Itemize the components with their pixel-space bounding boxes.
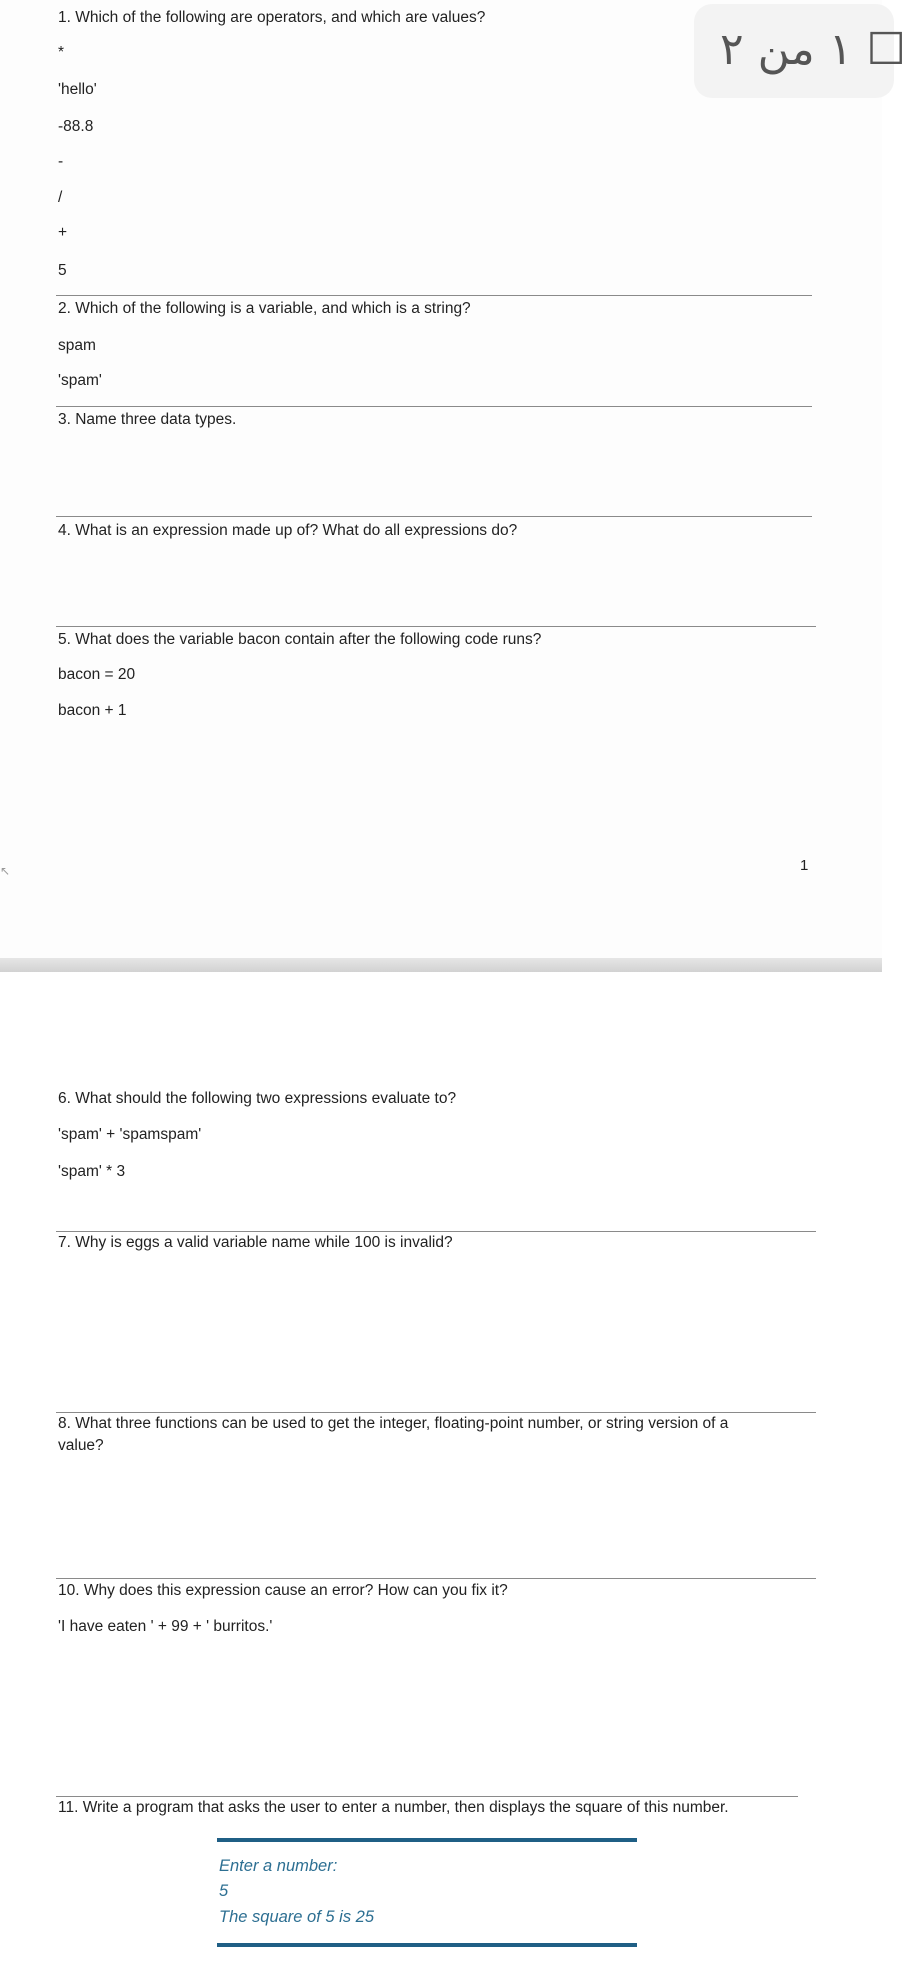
page-indicator-text — [720, 24, 906, 75]
page-box-icon: ☐ — [866, 24, 906, 75]
q1-item: + — [58, 224, 68, 241]
question-3-prompt: 3. Name three data types. — [58, 411, 237, 428]
q6-item: 'spam' * 3 — [58, 1163, 126, 1180]
answer-divider — [56, 516, 812, 517]
q1-item: - — [58, 153, 64, 170]
page-indicator-badge — [694, 4, 906, 98]
q5-code-line: bacon = 20 — [58, 666, 136, 683]
answer-divider — [56, 1231, 816, 1232]
q2-item: 'spam' — [58, 372, 102, 389]
page-separator — [0, 958, 882, 972]
q6-item: 'spam' + 'spamspam' — [58, 1126, 202, 1143]
q1-item: 'hello' — [58, 81, 97, 98]
question-8-prompt-cont: value? — [58, 1437, 104, 1454]
question-11-prompt: 11. Write a program that asks the user to enter a number, then displays the square of this number. — [58, 1799, 729, 1816]
answer-divider — [56, 1796, 798, 1797]
answer-divider — [56, 406, 812, 407]
question-1-prompt: 1. Which of the following are operators, and which are values? — [58, 9, 486, 26]
program-output-line: Enter a number: — [219, 1857, 338, 1875]
question-6-prompt: 6. What should the following two expressions evaluate to? — [58, 1090, 457, 1107]
answer-divider — [56, 626, 816, 627]
answer-divider — [56, 295, 812, 296]
question-4-prompt: 4. What is an expression made up of? What do all expressions do? — [58, 522, 518, 539]
q1-item: * — [58, 44, 65, 61]
q10-expression: 'I have eaten ' + 99 + ' burritos.' — [58, 1618, 273, 1635]
question-8-prompt: 8. What three functions can be used to get the integer, floating-point number, or string version of a — [58, 1415, 729, 1432]
q1-item: -88.8 — [58, 118, 94, 135]
q5-code-line: bacon + 1 — [58, 702, 127, 719]
code-block-bottom-rule — [217, 1943, 637, 1947]
q2-item: spam — [58, 337, 96, 354]
page-counter: ١ من ٢ — [720, 24, 853, 75]
program-output-line: The square of 5 is 25 — [219, 1908, 375, 1926]
question-7-prompt: 7. Why is eggs a valid variable name while 100 is invalid? — [58, 1234, 453, 1251]
q1-item: / — [58, 189, 63, 206]
resize-mark-icon: ↖ — [0, 864, 11, 878]
page-number: 1 — [800, 857, 809, 874]
question-2-prompt: 2. Which of the following is a variable, and which is a string? — [58, 300, 471, 317]
program-output-line: 5 — [219, 1882, 229, 1900]
document-page-1 — [0, 0, 906, 958]
q1-item: 5 — [58, 262, 67, 279]
answer-divider — [56, 1578, 816, 1579]
question-5-prompt: 5. What does the variable bacon contain after the following code runs? — [58, 631, 542, 648]
question-10-prompt: 10. Why does this expression cause an error? How can you fix it? — [58, 1582, 508, 1599]
code-block-top-rule — [217, 1838, 637, 1842]
answer-divider — [56, 1412, 816, 1413]
